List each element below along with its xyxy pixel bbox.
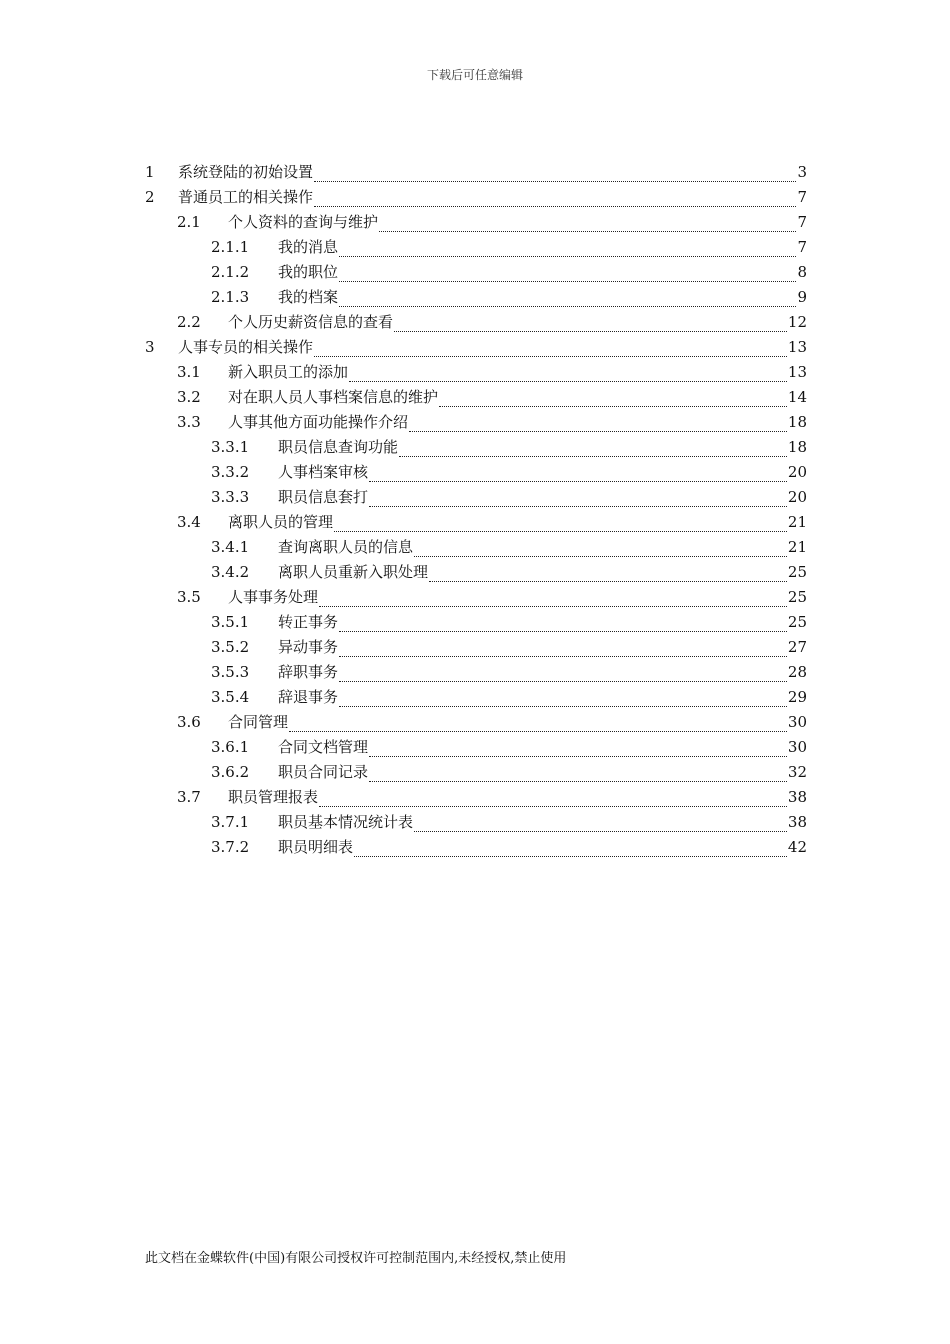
toc-dot-leader: [334, 519, 787, 532]
toc-entry-title: 系统登陆的初始设置: [178, 163, 314, 181]
toc-entry[interactable]: [145, 735, 807, 760]
toc-entry[interactable]: [145, 385, 807, 410]
toc-entry-title: 人事其他方面功能操作介绍: [228, 413, 409, 431]
toc-entry-number: 2.1.3: [211, 288, 250, 306]
toc-entry[interactable]: [145, 410, 807, 435]
toc-entry-page: 9: [797, 288, 807, 306]
toc-dot-leader: [379, 219, 796, 232]
toc-entry-page: 7: [797, 213, 807, 231]
toc-entry[interactable]: [145, 835, 807, 860]
toc-entry-title: 查询离职人员的信息: [278, 538, 414, 556]
toc-entry-page: 32: [787, 763, 807, 781]
toc-entry[interactable]: [145, 710, 807, 735]
toc-entry[interactable]: [145, 785, 807, 810]
toc-entry-page: 8: [797, 263, 807, 281]
toc-entry-number: 3.5.1: [211, 613, 250, 631]
toc-entry-number: 3.3.1: [211, 438, 250, 456]
toc-entry-number: 3.7.2: [211, 838, 250, 856]
page-footer: 此文档在金蝶软件(中国)有限公司授权许可控制范围内,未经授权,禁止使用: [145, 1251, 567, 1266]
toc-entry-title: 转正事务: [278, 613, 339, 631]
toc-entry[interactable]: [145, 360, 807, 385]
toc-entry-title: 人事事务处理: [228, 588, 319, 606]
toc-entry[interactable]: [145, 235, 807, 260]
table-of-contents: [145, 160, 807, 860]
toc-entry-page: 18: [787, 438, 807, 456]
toc-entry-page: 21: [787, 513, 807, 531]
toc-entry-page: 7: [797, 238, 807, 256]
toc-entry-title: 我的职位: [278, 263, 339, 281]
toc-entry-title: 职员信息查询功能: [278, 438, 399, 456]
toc-entry-number: 3.7: [177, 788, 201, 806]
toc-entry-number: 3.2: [177, 388, 201, 406]
toc-entry-page: 18: [787, 413, 807, 431]
toc-entry-page: 20: [787, 488, 807, 506]
toc-entry-page: 25: [787, 613, 807, 631]
toc-entry[interactable]: [145, 285, 807, 310]
toc-entry-title: 职员管理报表: [228, 788, 319, 806]
toc-dot-leader: [339, 294, 796, 307]
toc-dot-leader: [314, 344, 787, 357]
toc-entry-page: 25: [787, 563, 807, 581]
toc-entry-number: 3.6.1: [211, 738, 250, 756]
toc-dot-leader: [439, 394, 787, 407]
toc-entry-title: 离职人员的管理: [228, 513, 334, 531]
toc-dot-leader: [319, 594, 787, 607]
toc-entry[interactable]: [145, 160, 807, 185]
toc-entry[interactable]: [145, 460, 807, 485]
toc-entry-number: 3.1: [177, 363, 201, 381]
toc-entry-title: 离职人员重新入职处理: [278, 563, 429, 581]
toc-dot-leader: [339, 644, 787, 657]
toc-entry-number: 3.7.1: [211, 813, 250, 831]
toc-entry[interactable]: [145, 560, 807, 585]
toc-entry-title: 职员基本情况统计表: [278, 813, 414, 831]
toc-dot-leader: [339, 694, 787, 707]
toc-entry-number: 3.4.1: [211, 538, 250, 556]
toc-dot-leader: [354, 844, 787, 857]
toc-entry-title: 职员合同记录: [278, 763, 369, 781]
toc-entry-number: 2: [145, 188, 155, 206]
toc-entry[interactable]: [145, 485, 807, 510]
toc-entry-number: 1: [145, 163, 155, 181]
toc-entry-page: 30: [787, 713, 807, 731]
toc-dot-leader: [339, 269, 796, 282]
toc-entry-number: 2.2: [177, 313, 201, 331]
toc-entry-page: 38: [787, 788, 807, 806]
toc-entry-page: 28: [787, 663, 807, 681]
toc-entry-title: 职员信息套打: [278, 488, 369, 506]
toc-entry-page: 27: [787, 638, 807, 656]
toc-entry-title: 人事专员的相关操作: [178, 338, 314, 356]
toc-entry-title: 个人资料的查询与维护: [228, 213, 379, 231]
toc-entry-number: 3.5: [177, 588, 201, 606]
toc-entry-page: 38: [787, 813, 807, 831]
toc-entry-page: 13: [787, 363, 807, 381]
toc-dot-leader: [394, 319, 787, 332]
toc-entry-number: 3.4: [177, 513, 201, 531]
toc-dot-leader: [319, 794, 787, 807]
toc-dot-leader: [289, 719, 787, 732]
toc-entry-page: 21: [787, 538, 807, 556]
toc-entry-number: 3.4.2: [211, 563, 250, 581]
toc-entry[interactable]: [145, 335, 807, 360]
toc-entry-page: 3: [797, 163, 807, 181]
toc-entry[interactable]: [145, 210, 807, 235]
toc-dot-leader: [369, 469, 787, 482]
toc-entry-title: 对在职人员人事档案信息的维护: [228, 388, 439, 406]
toc-dot-leader: [369, 744, 787, 757]
toc-entry[interactable]: [145, 310, 807, 335]
toc-entry-number: 3.3.3: [211, 488, 250, 506]
toc-dot-leader: [314, 169, 796, 182]
toc-entry-title: 新入职员工的添加: [228, 363, 349, 381]
toc-dot-leader: [429, 569, 787, 582]
toc-dot-leader: [339, 619, 787, 632]
toc-entry-title: 辞退事务: [278, 688, 339, 706]
toc-entry-number: 2.1.1: [211, 238, 250, 256]
toc-entry-title: 我的消息: [278, 238, 339, 256]
toc-entry-page: 42: [787, 838, 807, 856]
toc-entry-page: 14: [787, 388, 807, 406]
toc-entry[interactable]: [145, 610, 807, 635]
toc-entry-page: 25: [787, 588, 807, 606]
toc-entry-number: 2.1: [177, 213, 201, 231]
toc-entry[interactable]: [145, 535, 807, 560]
toc-dot-leader: [314, 194, 796, 207]
toc-entry[interactable]: [145, 685, 807, 710]
toc-dot-leader: [369, 494, 787, 507]
toc-entry-number: 3.5.3: [211, 663, 250, 681]
toc-entry-number: 3.6.2: [211, 763, 250, 781]
toc-entry-number: 3.5.4: [211, 688, 250, 706]
toc-entry[interactable]: [145, 635, 807, 660]
toc-entry-page: 30: [787, 738, 807, 756]
toc-entry-number: 3: [145, 338, 155, 356]
toc-entry[interactable]: [145, 585, 807, 610]
toc-entry-number: 3.6: [177, 713, 201, 731]
toc-entry-page: 20: [787, 463, 807, 481]
toc-entry-title: 普通员工的相关操作: [178, 188, 314, 206]
toc-dot-leader: [399, 444, 787, 457]
toc-entry-page: 29: [787, 688, 807, 706]
toc-entry-title: 辞职事务: [278, 663, 339, 681]
toc-entry[interactable]: [145, 510, 807, 535]
toc-entry-title: 人事档案审核: [278, 463, 369, 481]
toc-entry-title: 我的档案: [278, 288, 339, 306]
toc-entry-number: 2.1.2: [211, 263, 250, 281]
toc-dot-leader: [414, 544, 787, 557]
toc-entry-title: 个人历史薪资信息的查看: [228, 313, 394, 331]
toc-entry-page: 12: [787, 313, 807, 331]
toc-entry[interactable]: [145, 760, 807, 785]
page-header: 下载后可任意编辑: [426, 68, 523, 82]
toc-entry-title: 合同管理: [228, 713, 289, 731]
toc-dot-leader: [349, 369, 787, 382]
toc-entry-number: 3.3.2: [211, 463, 250, 481]
toc-entry[interactable]: [145, 810, 807, 835]
toc-entry[interactable]: [145, 185, 807, 210]
toc-entry[interactable]: [145, 660, 807, 685]
toc-dot-leader: [339, 669, 787, 682]
toc-entry-number: 3.3: [177, 413, 201, 431]
toc-entry-title: 异动事务: [278, 638, 339, 656]
toc-entry-title: 职员明细表: [278, 838, 354, 856]
toc-entry-page: 13: [787, 338, 807, 356]
toc-entry-page: 7: [797, 188, 807, 206]
toc-entry[interactable]: [145, 435, 807, 460]
toc-dot-leader: [414, 819, 787, 832]
toc-entry[interactable]: [145, 260, 807, 285]
toc-entry-title: 合同文档管理: [278, 738, 369, 756]
toc-dot-leader: [339, 244, 796, 257]
toc-dot-leader: [369, 769, 787, 782]
toc-dot-leader: [409, 419, 787, 432]
toc-entry-number: 3.5.2: [211, 638, 250, 656]
